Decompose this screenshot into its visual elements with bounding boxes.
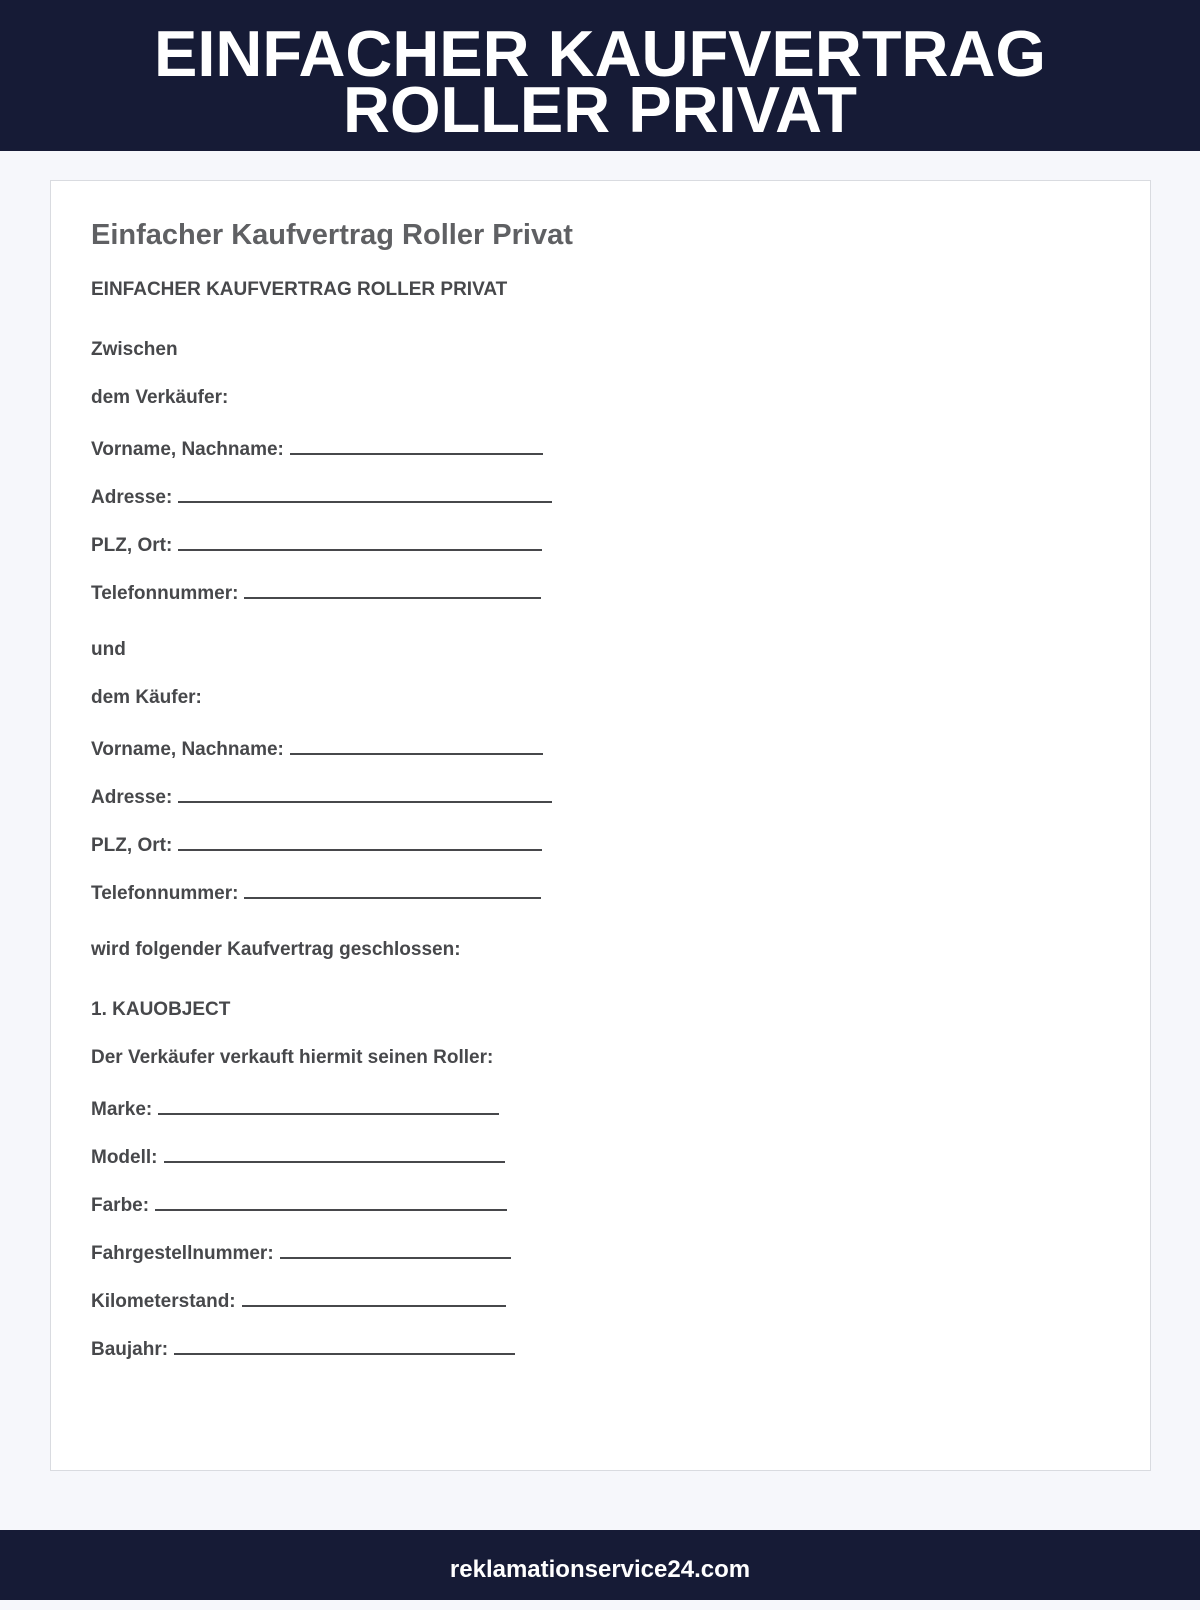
field-label: Marke: — [91, 1099, 153, 1120]
contract-intro: wird folgender Kaufvertrag geschlossen: — [91, 939, 461, 960]
section-1-intro: Der Verkäufer verkauft hiermit seinen Roller: — [91, 1047, 494, 1068]
fill-in-blank[interactable] — [164, 1143, 505, 1163]
banner-title-line-1: EINFACHER KAUFVERTRAG — [154, 17, 1046, 90]
footer-site-link[interactable]: reklamationservice24.com — [449, 1556, 751, 1583]
between-text: Zwischen — [91, 339, 178, 360]
buyer-name-field — [91, 735, 543, 761]
fill-in-blank[interactable] — [174, 1335, 515, 1355]
field-label: Modell: — [91, 1147, 158, 1168]
field-label: Telefonnummer: — [91, 583, 239, 604]
page-footer — [0, 1530, 1200, 1600]
field-label: PLZ, Ort: — [91, 835, 173, 856]
fill-in-blank[interactable] — [178, 783, 552, 803]
and-text: und — [91, 639, 126, 660]
buyer-label: dem Käufer: — [91, 687, 202, 708]
fill-in-blank[interactable] — [242, 1287, 506, 1307]
field-label: Baujahr: — [91, 1339, 169, 1360]
page-banner — [0, 0, 1200, 151]
buyer-address-field — [91, 783, 552, 809]
fill-in-blank[interactable] — [244, 879, 541, 899]
field-label: Kilometerstand: — [91, 1291, 236, 1312]
buyer-phone-field — [91, 879, 541, 905]
field-label: Adresse: — [91, 787, 173, 808]
fill-in-blank[interactable] — [290, 435, 543, 455]
fill-in-blank[interactable] — [178, 483, 552, 503]
contract-document — [50, 180, 1151, 1471]
vehicle-mileage-field — [91, 1287, 506, 1313]
fill-in-blank[interactable] — [290, 735, 543, 755]
document-title: Einfacher Kaufvertrag Roller Privat — [91, 219, 573, 251]
vehicle-year-field — [91, 1335, 515, 1361]
fill-in-blank[interactable] — [178, 831, 542, 851]
vehicle-brand-field — [91, 1095, 499, 1121]
field-label: Adresse: — [91, 487, 173, 508]
vehicle-model-field — [91, 1143, 505, 1169]
banner-title-line-2: ROLLER PRIVAT — [343, 73, 857, 146]
fill-in-blank[interactable] — [280, 1239, 511, 1259]
buyer-zip-city-field — [91, 831, 542, 857]
field-label: Vorname, Nachname: — [91, 739, 284, 760]
seller-phone-field — [91, 579, 541, 605]
fill-in-blank[interactable] — [155, 1191, 507, 1211]
seller-label: dem Verkäufer: — [91, 387, 229, 408]
document-heading: EINFACHER KAUFVERTRAG ROLLER PRIVAT — [91, 279, 508, 300]
field-label: Telefonnummer: — [91, 883, 239, 904]
fill-in-blank[interactable] — [244, 579, 541, 599]
field-label: Fahrgestellnummer: — [91, 1243, 274, 1264]
vehicle-color-field — [91, 1191, 507, 1217]
seller-zip-city-field — [91, 531, 542, 557]
field-label: PLZ, Ort: — [91, 535, 173, 556]
field-label: Farbe: — [91, 1195, 150, 1216]
fill-in-blank[interactable] — [178, 531, 542, 551]
fill-in-blank[interactable] — [158, 1095, 499, 1115]
field-label: Vorname, Nachname: — [91, 439, 284, 460]
vehicle-vin-field — [91, 1239, 511, 1265]
section-1-heading: 1. KAUOBJECT — [91, 999, 231, 1020]
seller-address-field — [91, 483, 552, 509]
seller-name-field — [91, 435, 543, 461]
